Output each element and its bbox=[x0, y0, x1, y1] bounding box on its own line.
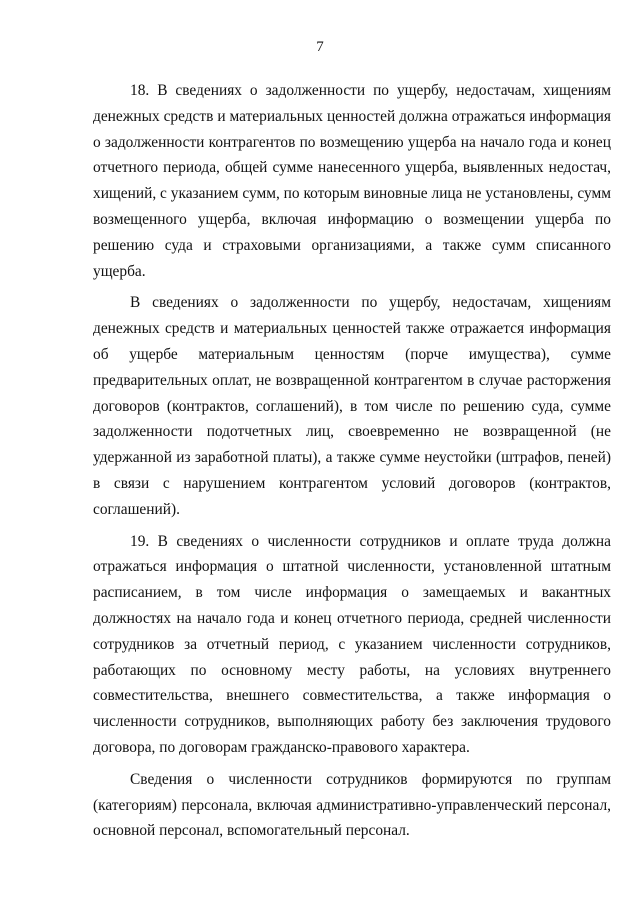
paragraph-staff-groups: Сведения о численности сотрудников формируются по группам (категориям) персонала, включая административно-управленческий персонал, основной персонал, вспомогательный персонал. bbox=[93, 770, 611, 840]
paragraph-damage-debt-details: В сведениях о задолженности по ущербу, недостачам, хищениям денежных средств и материальных ценностей также отражается информация об ущербе материальным ценностям (порче имущества), сумме предварительных оплат, не возвращенной контрагентом в случае расторжения договоров (контрактов, соглашений), в том числе по решению суда, сумме задолженности подотчетных лиц, своевременно не возвращенной (не удержанной из заработной платы), а также сумме неустойки (штрафов, пеней) в связи с нарушением контрагентом условий договоров (контрактов, соглашений). bbox=[93, 294, 611, 518]
paragraph-19-staff-numbers: 19. В сведениях о численности сотрудников и оплате труда должна отражаться информация о штатной численности, установленной штатным расписанием, в том числе информация о замещаемых и вакантных должностях на начало года и конец отчетного периода, средней численности сотрудников за отчетный период, с указанием численности сотрудников, работающих по основному месту работы, на условиях внутреннего совместительства, внешнего совместительства, а также информация о численности сотрудников, выполняющих работу без заключения трудового договора, по договорам гражданско-правового характера. bbox=[93, 532, 611, 756]
document-body bbox=[93, 78, 611, 850]
paragraph-18-damage-debt: 18. В сведениях о задолженности по ущербу, недостачам, хищениям денежных средств и материальных ценностей должна отражаться информация о задолженности контрагентов по возмещению ущерба на начало года и конец отчетного периода, общей сумме нанесенного ущерба, выявленных недостач, хищений, с указанием сумм, по которым виновные лица не установлены, сумм возмещенного ущерба, включая информацию о возмещении ущерба по решению суда и страховыми организациями, а также сумм списанного ущерба. bbox=[93, 82, 611, 280]
page-number: 7 bbox=[316, 39, 324, 55]
